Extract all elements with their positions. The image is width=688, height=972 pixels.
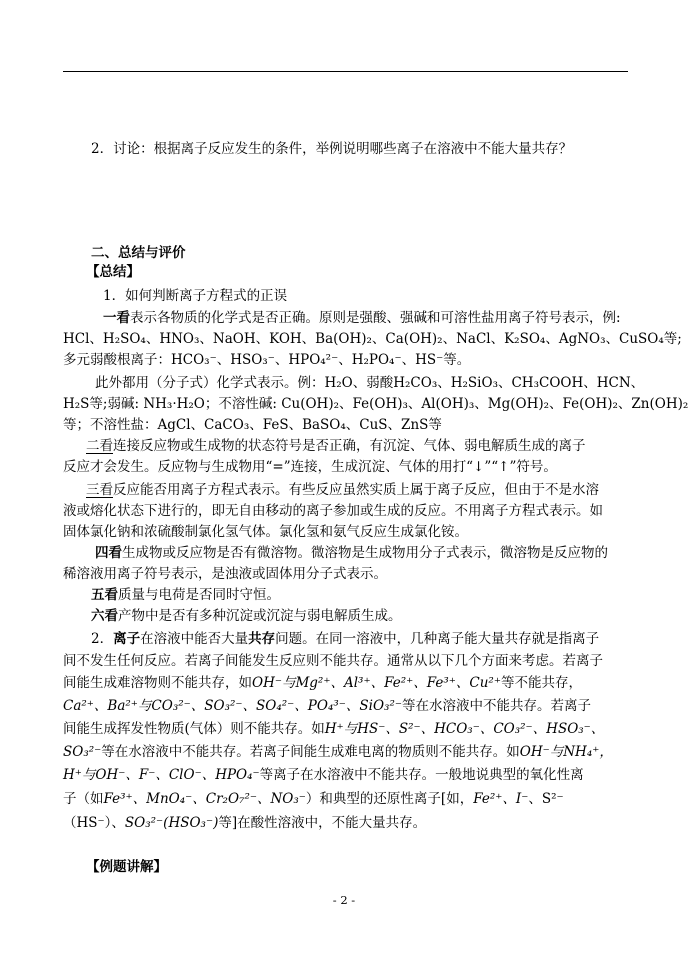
item2-line9-text-a: （HS⁻）、: [63, 815, 125, 831]
item2-highlight-ion: 离子: [113, 631, 141, 647]
item2-line6-ion: SO₃²⁻: [63, 744, 102, 760]
kan5-line: [91, 586, 631, 604]
kan4-head: 四看: [95, 545, 122, 561]
item2-text-a: 在溶液中能否大量: [140, 631, 249, 647]
kan4-line2: 稀溶液用离子符号表示，是浊液或固体用分子式表示。: [63, 566, 387, 582]
item2-line8-reducers: Fe²⁺、I⁻: [473, 791, 529, 807]
page-number: - 2 -: [332, 893, 356, 907]
item2-line9: [63, 814, 603, 832]
item1-title: 1．如何判断离子方程式的正误: [103, 288, 288, 304]
other-line2: H₂S等;弱碱: NH₃·H₂O；不溶性碱: Cu(OH)₂、Fe(OH)₃、Al(OH)₃、Mg(OH)₂、Fe(OH)₂、Zn(OH)₂: [63, 396, 688, 412]
other-line3: 等；不溶性盐：AgCl、CaCO₃、FeS、BaSO₄、CuS、ZnS等: [63, 417, 442, 433]
item2-line3-end: 等不能共存，: [500, 675, 582, 691]
kan1-line1: [103, 309, 643, 327]
item2-line8-text-c: 、S²⁻: [528, 791, 564, 807]
item2-line5: [63, 720, 603, 738]
item2-line9-ions: SO₃²⁻(HSO₃⁻): [124, 815, 219, 831]
other-line1: 此外都用（分子式）化学式表示。例：H₂O、弱酸H₂CO₃、H₂SiO₃、CH₃COOH、HCN、: [95, 375, 645, 391]
item2-line8: [63, 790, 603, 808]
item2-line8-text-b: ）和典型的还原性离子[如，: [305, 791, 474, 807]
item2-line3: [63, 674, 603, 692]
item2-line1: [91, 630, 631, 648]
kan6-head: 六看: [91, 608, 118, 624]
item2-line6: [63, 743, 613, 761]
kan5-text: 质量与电荷是否同时守恒。: [118, 587, 280, 603]
kan2-head: 二看: [86, 438, 113, 454]
kan3-line3: 固体氯化钠和浓硫酸制氯化氢气体。氯化氢和氨气反应生成氯化铵。: [63, 524, 468, 540]
kan5-head: 五看: [91, 587, 118, 603]
kan1-line3: 多元弱酸根离子：HCO₃⁻、HSO₃⁻、HPO₄²⁻、H₂PO₄⁻、HS⁻等。: [63, 352, 471, 368]
item2-line5-text: 间能生成挥发性物质(气体）则不能共存。如: [63, 721, 325, 737]
item2-highlight-coexist: 共存: [248, 631, 276, 647]
item2-line6-text: 等在水溶液中不能共存。若离子间能生成难电离的物质则不能共存。如: [101, 744, 520, 760]
item2-line5-ions: H⁺与HS⁻、S²⁻、HCO₃⁻、CO₃²⁻、HSO₃⁻、: [324, 721, 605, 737]
item2-line6-ions: OH⁻与NH₄⁺，: [519, 744, 613, 760]
item2-line7-text: 等离子在水溶液中不能共存。一般地说典型的氧化性离: [259, 767, 584, 783]
kan4-text: 生成物或反应物是否有微溶物。微溶物是生成物用分子式表示，微溶物是反应物的: [122, 545, 608, 561]
item2-line9-text-b: 等]在酸性溶液中，不能大量共存。: [218, 815, 427, 831]
item2-line2: 间不发生任何反应。若离子间能发生反应则不能共存。通常从以下几个方面来考虑。若离子: [63, 653, 603, 669]
kan2-line2: 反应才会发生。反应物与生成物用“=”连接，生成沉淀、气体的用打“↓”“↑”符号。: [63, 459, 557, 475]
item2-line4-text: 等在水溶液中不能共存。若离子: [401, 698, 591, 714]
kan3-text: 反应能否用离子方程式表示。有些反应虽然实质上属于离子反应，但由于不是水溶: [113, 482, 599, 498]
item2-line3-ions: OH⁻与Mg²⁺、Al³⁺、Fe²⁺、Fe³⁺、Cu²⁺: [252, 675, 501, 691]
item2-line8-text-a: 子（如: [63, 791, 104, 807]
kan6-text: 产物中是否有多种沉淀或沉淀与弱电解质生成。: [118, 608, 402, 624]
kan1-line2: HCl、H₂SO₄、HNO₃、NaOH、KOH、Ba(OH)₂、Ca(OH)₂、NaCl、K₂SO₄、AgNO₃、CuSO₄等;: [63, 331, 682, 347]
item2-line3-text: 间能生成难溶物则不能共存，如: [63, 675, 252, 691]
example-label: 【例题讲解】: [86, 859, 167, 875]
item2-number: 2．: [91, 631, 114, 647]
kan2-text: 连接反应物或生成物的状态符号是否正确，有沉淀、气体、弱电解质生成的离子: [113, 438, 586, 454]
summary-label: 【总结】: [86, 264, 140, 280]
item2-line8-oxidizers: Fe³⁺、MnO₄⁻、Cr₂O₇²⁻、NO₃⁻: [103, 791, 306, 807]
kan3-line1: [86, 481, 626, 499]
kan3-line2: 液或熔化状态下进行的，即无自由移动的离子参加或生成的反应。不用离子方程式表示。如: [63, 503, 603, 519]
kan1-text: 表示各物质的化学式是否正确。原则是强酸、强碱和可溶性盐用离子符号表示，例:: [130, 310, 621, 326]
header-rule: [63, 71, 628, 72]
item2-line7-ions: H⁺与OH⁻、F⁻、ClO⁻、HPO₄⁻: [63, 767, 260, 783]
item2-line4: [63, 697, 603, 715]
kan2-line1: [86, 437, 626, 455]
kan4-line1: [95, 544, 635, 562]
kan6-line: [91, 607, 631, 625]
kan1-head: 一看: [103, 310, 130, 326]
kan3-head: 三看: [86, 482, 113, 498]
discussion-question: 2．讨论：根据离子反应发生的条件，举例说明哪些离子在溶液中不能大量共存？: [91, 141, 573, 157]
item2-line7: [63, 766, 603, 784]
item2-text-b: 问题。在同一溶液中，几种离子能大量共存就是指离子: [275, 631, 600, 647]
section-title: 二、总结与评价: [91, 245, 186, 261]
item2-line4-ions: Ca²⁺、Ba²⁺与CO₃²⁻、SO₃²⁻、SO₄²⁻、PO₄³⁻、SiO₃²⁻: [63, 698, 402, 714]
